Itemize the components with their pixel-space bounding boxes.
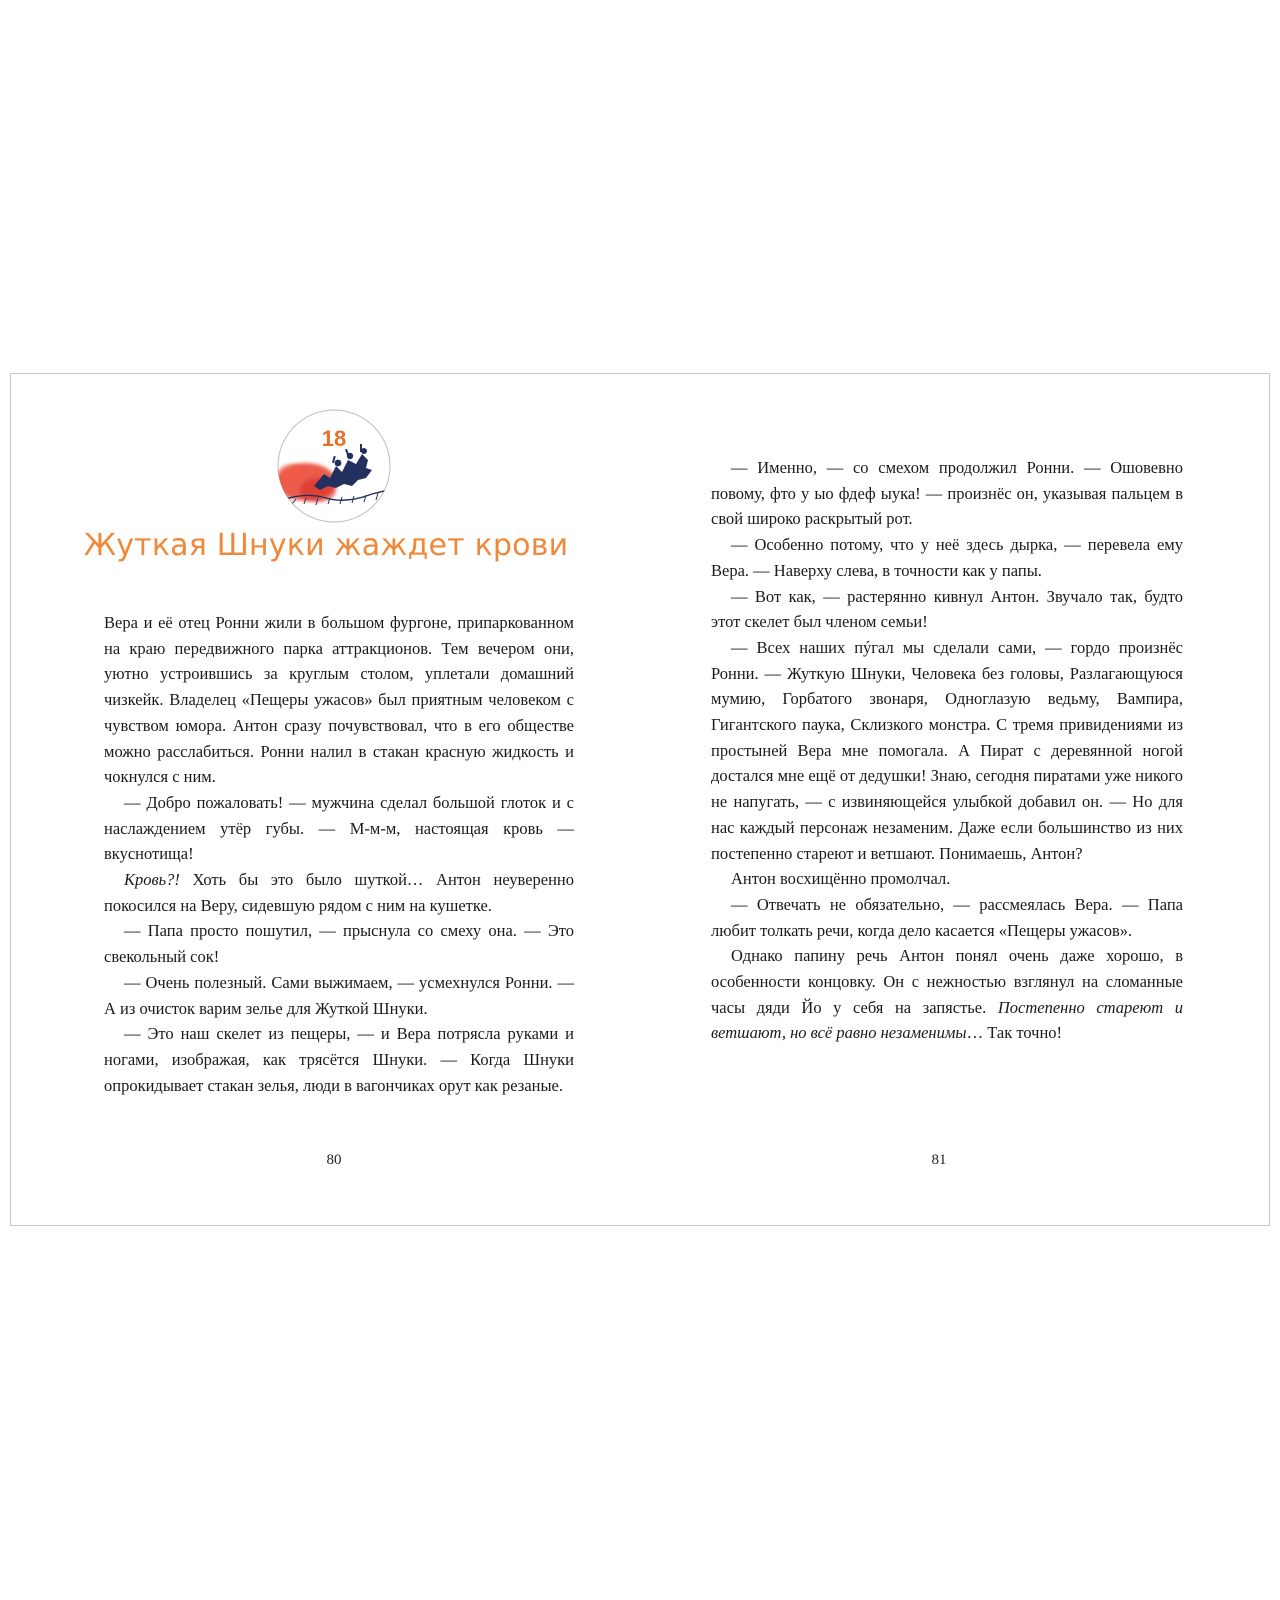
- text-run: — Папа просто пошутил, — прыснула со смеху она. — Это свекольный сок!: [104, 921, 574, 967]
- text-run: Хоть бы это было шуткой… Антон неуверенно покосился на Веру, сидевшую рядом с ним на кушетке.: [104, 870, 574, 915]
- text-run: — Очень полезный. Сами выжимаем, — усмехнулся Ронни. — А из очисток варим зелье для Жуткой Шнуки.: [104, 972, 574, 1018]
- right-page: [641, 374, 1271, 1225]
- paragraph: [711, 584, 1183, 635]
- italic-text: Кровь?!: [124, 870, 180, 890]
- chapter-title: Жуткая Шнуки жаждет крови: [83, 528, 569, 563]
- paragraph: [104, 610, 574, 790]
- paragraph: [104, 918, 574, 969]
- text-run: Антон восхищённо промолчал.: [731, 869, 951, 889]
- text-run: … Так точно!: [966, 1023, 1063, 1043]
- left-body-text: [104, 610, 574, 1098]
- left-page: [11, 374, 641, 1225]
- page-number: 81: [931, 1152, 947, 1168]
- paragraph: [711, 943, 1183, 1046]
- paragraph: [104, 867, 574, 918]
- text-run: — Всех наших пýгал мы сделали сами, — гордо произнёс Ронни. — Жуткую Шнуки, Человека без головы, Разлагающуюся мумию, Горбатого звонаря, Одноглазую ведьму, Вампира, Гигантского паука, Склизкого монстра. С тремя привидениями из простыней Вера мне помогала. А Пират с деревянной ногой достался мне ещё от дедушки! Знаю, сегодня пиратами уже никого не напугать, — с извиняющейся улыбкой добавил он. — Но для нас каждый персонаж незаменим. Даже если большинство из них постепенно стареют и ветшают. Понимаешь, Антон?: [711, 637, 1183, 863]
- text-run: — Это наш скелет из пещеры, — и Вера потрясла руками и ногами, изображая, как трясётся Шнуки. — Когда Шнуки опрокидывает стакан зелья, люди в вагончиках орут как резаные.: [104, 1024, 574, 1095]
- italic-text: Постепенно стареют и ветшают, но всё равно незаменимы: [711, 997, 1183, 1043]
- paragraph: [104, 1021, 574, 1098]
- text-run: Однако папину речь Антон понял очень даже хорошо, в особенности концовку. Он с нежностью взглянул на сломанные часы дяди Йо у себя на запястье.: [711, 946, 1183, 1017]
- book-spread: [10, 373, 1270, 1226]
- paragraph: [104, 790, 574, 867]
- paragraph: [711, 455, 1183, 532]
- text-run: Вера и её отец Ронни жили в большом фургоне, припаркованном на краю передвижного парка аттракционов. Тем вечером они, уютно устроившись за круглым столом, уплетали домашний чизкейк. Владелец «Пещеры ужасов» был приятным человеком с чувством юмора. Антон сразу почувствовал, что в его обществе можно расслабиться. Ронни налил в стакан красную жидкость и чокнулся с ним.: [104, 613, 574, 787]
- paragraph: [104, 970, 574, 1021]
- text-run: — Добро пожаловать! — мужчина сделал большой глоток и с наслаждением утёр губы. — М-м-м, настоящая кровь — вкуснотища!: [104, 792, 574, 864]
- text-run: — Особенно потому, что у неё здесь дырка, — перевела ему Вера. — Наверху слева, в точности как у папы.: [711, 535, 1183, 580]
- paragraph: [711, 635, 1183, 866]
- paragraph: [711, 866, 1183, 892]
- chapter-number: 18: [321, 426, 347, 451]
- right-body-text: [711, 455, 1183, 1046]
- paragraph: [711, 892, 1183, 943]
- page-number: 80: [326, 1152, 342, 1168]
- chapter-emblem: [276, 408, 392, 524]
- paragraph: [711, 532, 1183, 583]
- text-run: — Именно, — со смехом продолжил Ронни. — Ошовевно повому, фто у ыо фдеф ыука! — произнёс он, указывая пальцем в свой широко раскрытый рот.: [711, 458, 1183, 529]
- text-run: — Вот как, — растерянно кивнул Антон. Звучало так, будто этот скелет был членом семьи!: [711, 586, 1183, 632]
- text-run: — Отвечать не обязательно, — рассмеялась Вера. — Папа любит толкать речи, когда дело касается «Пещеры ужасов».: [711, 894, 1183, 940]
